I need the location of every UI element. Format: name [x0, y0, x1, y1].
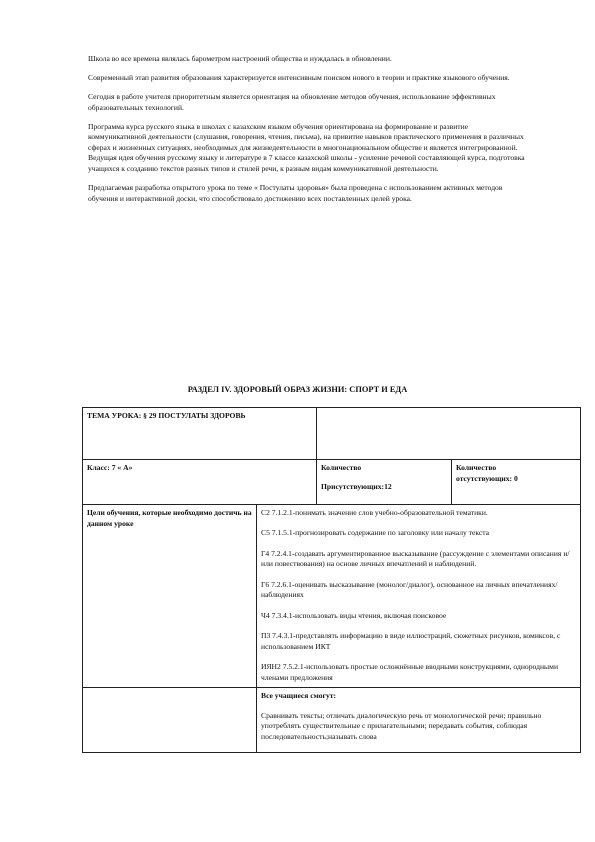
- lesson-topic: ТЕМА УРОКА: § 29 ПОСТУЛАТЫ ЗДОРОВЬ: [87, 411, 246, 420]
- goals-label: Цели обучения, которые необходимо достичь на данном уроке: [87, 508, 252, 528]
- lesson-plan-table: [82, 407, 581, 753]
- goals-label-cell: [83, 505, 257, 688]
- goal-item: Ч4 7.3.4.1-использовать виды чтения, включая поисковое: [261, 610, 447, 620]
- present-label: Количество: [321, 463, 362, 472]
- intro-paragraph: Современный этап развития образования характеризуется интенсивным поиском нового в теории и практике языкового обучения.: [88, 72, 510, 82]
- intro-text: [88, 54, 528, 212]
- topic-row: [83, 408, 581, 460]
- intro-paragraph: Предлагаемая разработка открытого урока по теме « Постулаты здоровья» была проведена с использованием активных методов обучения и интерактивной доски, что способствовало достижению всех поставленных целей урока.: [88, 182, 503, 203]
- goals-list-cell: [257, 505, 581, 688]
- section-title: РАЗДЕЛ IV. ЗДОРОВЫЙ ОБРАЗ ЖИЗНИ: СПОРТ И ЕДА: [187, 385, 408, 394]
- intro-paragraph: Сегодня в работе учителя приоритетным является ориентация на обновление методов обучения, использование эффективных образовательных технологий.: [88, 91, 496, 112]
- intro-paragraph: Программа курса русского языка в школах с казахским языком обучения ориентирована на формирование и развитие коммуникативной деятельности (слушания, говорения, чтения, письма), на привитие навыков практического применения в различных сферах и жизненных ситуациях, необходимых для жизнедеятельности в многонациональном обществе и является интегрированной. Ведущая идея обучения русскому языку и литературе в 7 классе казахской школы - усиление речевой составляющей курса, подготовка учащихся к созданию текстов разных типов и стилей речи, к разным видам коммуникативной деятельности.: [88, 121, 525, 173]
- outcomes-row: [83, 687, 581, 752]
- goal-item: Г4 7.2.4.1-создавать аргументированное высказывание (рассуждение с элементами описания и/или повествования) на основе личных впечатлений и наблюдений.: [261, 548, 570, 569]
- outcomes-empty-cell: [83, 687, 257, 752]
- class-label: Класс: 7 « А»: [87, 463, 133, 472]
- outcomes-text: Сравнивать тексты; отличать диалогическую речь от монологической речи; правильно употреблять существительные с прилагательными; передавать события, соблюдая последовательность;называть слова: [261, 710, 542, 742]
- present-value: Присутствующих:12: [321, 481, 392, 491]
- intro-paragraph: Школа во все времена являлась барометром настроений общества и нуждалась в обновлении.: [88, 54, 392, 63]
- goals-row: [83, 505, 581, 688]
- topic-cell: [83, 408, 317, 460]
- class-row: [83, 460, 581, 505]
- goal-item: Г6 7.2.6.1-оценивать высказывание (монолог/диалог), основанное на личных впечатлениях/наблюдениях: [261, 579, 558, 600]
- absent-value: отсутствующих: 0: [456, 473, 518, 483]
- goal-item: С2 7.1.2.1-понимать значение слов учебно-образовательной тематики.: [261, 508, 488, 517]
- goal-item: С5 7.1.5.1-прогнозировать содержание по заголовку или началу текста: [261, 528, 490, 538]
- topic-empty-cell: [317, 408, 581, 460]
- present-cell: [317, 460, 452, 505]
- goal-item: П3 7.4.3.1-представлять информацию в виде иллюстраций, сюжетных рисунков, комиксов, с использованием ИКТ: [261, 631, 561, 651]
- outcomes-heading: Все учащиеся смогут:: [261, 690, 337, 700]
- outcomes-clip: [261, 711, 576, 749]
- goal-item: ИЯН2 7.5.2.1-использовать простые осложнённые вводными конструкциями, однородными членами предложения: [261, 662, 559, 682]
- absent-label: Количество: [456, 463, 497, 472]
- absent-cell: [452, 460, 581, 505]
- class-cell: [83, 460, 317, 505]
- outcomes-cell: [257, 687, 581, 752]
